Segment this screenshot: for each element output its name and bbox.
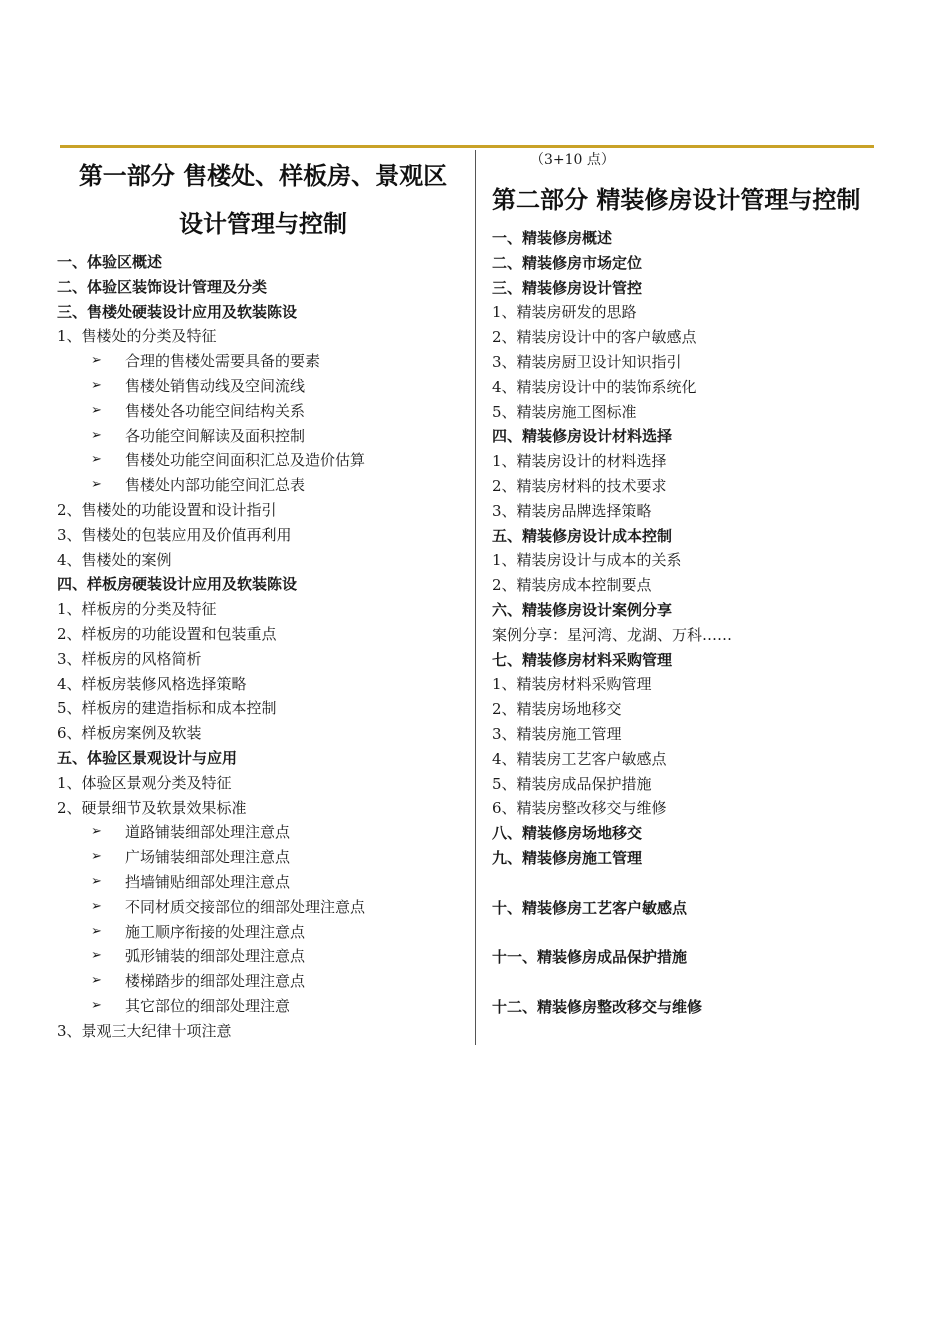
sub-item: 2、精装房成本控制要点 bbox=[492, 576, 652, 595]
sub-item: 3、景观三大纪律十项注意 bbox=[57, 1021, 232, 1040]
sub-item: 1、体验区景观分类及特征 bbox=[57, 773, 232, 792]
sub-item: 3、精装房厨卫设计知识指引 bbox=[492, 352, 682, 371]
section-heading: 十、精装修房工艺客户敏感点 bbox=[492, 898, 688, 917]
section-heading: 二、精装修房市场定位 bbox=[492, 253, 643, 272]
section-heading: 十一、精装修房成品保护措施 bbox=[492, 948, 688, 967]
sub-item: 2、精装房材料的技术要求 bbox=[492, 476, 667, 495]
part-two-title: 第二部分 精装修房设计管理与控制 bbox=[492, 186, 861, 214]
part-one-title-line2: 设计管理与控制 bbox=[179, 210, 347, 238]
arrow-bullet-icon: ➢ bbox=[91, 873, 102, 889]
section-heading: 五、体验区景观设计与应用 bbox=[57, 748, 238, 767]
bullet-item-text: 弧形铺装的细部处理注意点 bbox=[125, 947, 306, 966]
sub-item: 3、样板房的风格简析 bbox=[57, 649, 202, 668]
sub-item: 5、精装房施工图标准 bbox=[492, 402, 637, 421]
arrow-bullet-icon: ➢ bbox=[91, 997, 102, 1013]
section-heading: 七、精装修房材料采购管理 bbox=[492, 650, 673, 669]
bullet-item-text: 售楼处内部功能空间汇总表 bbox=[125, 476, 306, 495]
left-column bbox=[57, 150, 469, 1044]
sub-item: 4、精装房设计中的装饰系统化 bbox=[492, 377, 697, 396]
section-heading: 八、精装修房场地移交 bbox=[492, 824, 643, 843]
bullet-item-text: 广场铺装细部处理注意点 bbox=[125, 848, 291, 867]
arrow-bullet-icon: ➢ bbox=[91, 849, 102, 865]
bullet-item bbox=[57, 845, 469, 870]
section-heading: 一、精装修房概述 bbox=[492, 229, 613, 247]
arrow-bullet-icon: ➢ bbox=[91, 477, 102, 493]
section-heading: 四、样板房硬装设计应用及软装陈设 bbox=[57, 575, 298, 594]
sub-item: 1、精装房设计与成本的关系 bbox=[492, 551, 682, 570]
arrow-bullet-icon: ➢ bbox=[91, 824, 102, 840]
section-heading: 三、精装修房设计管控 bbox=[492, 278, 643, 297]
column-divider bbox=[475, 150, 476, 1045]
sub-item: 3、售楼处的包装应用及价值再利用 bbox=[57, 525, 292, 544]
sub-item: 4、样板房装修风格选择策略 bbox=[57, 674, 247, 693]
sub-item: 2、精装房场地移交 bbox=[492, 700, 622, 719]
section-heading: 三、售楼处硬装设计应用及软装陈设 bbox=[57, 302, 298, 321]
arrow-bullet-icon: ➢ bbox=[91, 923, 102, 939]
sub-item: 3、精装房施工管理 bbox=[492, 724, 622, 743]
bullet-item-text: 楼梯踏步的细部处理注意点 bbox=[125, 972, 306, 991]
bullet-item-text: 道路铺装细部处理注意点 bbox=[125, 823, 291, 842]
bullet-item bbox=[57, 374, 469, 399]
sub-item: 1、精装房材料采购管理 bbox=[492, 675, 652, 694]
spacer bbox=[492, 920, 942, 945]
bullet-item bbox=[57, 870, 469, 895]
sub-item: 3、精装房品牌选择策略 bbox=[492, 501, 652, 520]
right-column bbox=[492, 150, 942, 1020]
arrow-bullet-icon: ➢ bbox=[91, 973, 102, 989]
bullet-item-text: 挡墙铺贴细部处理注意点 bbox=[125, 872, 291, 891]
bullet-item-text: 施工顺序衔接的处理注意点 bbox=[125, 922, 306, 941]
bullet-item bbox=[57, 920, 469, 945]
arrow-bullet-icon: ➢ bbox=[91, 452, 102, 468]
spacer bbox=[492, 871, 942, 896]
spacer bbox=[492, 970, 942, 995]
bullet-item bbox=[57, 820, 469, 845]
sub-item: 1、精装房设计的材料选择 bbox=[492, 452, 667, 471]
sub-item: 2、样板房的功能设置和包装重点 bbox=[57, 624, 277, 643]
arrow-bullet-icon: ➢ bbox=[91, 402, 102, 418]
bullet-item bbox=[57, 994, 469, 1019]
bullet-item bbox=[57, 448, 469, 473]
bullet-item bbox=[57, 424, 469, 449]
section-heading: 四、精装修房设计材料选择 bbox=[492, 427, 673, 446]
bullet-item bbox=[57, 349, 469, 374]
bullet-item bbox=[57, 944, 469, 969]
section-heading: 一、体验区概述 bbox=[57, 253, 163, 271]
section-heading: 五、精装修房设计成本控制 bbox=[492, 526, 673, 545]
sub-item: 案例分享：星河湾、龙湖、万科…… bbox=[492, 625, 733, 644]
sub-item: 4、精装房工艺客户敏感点 bbox=[492, 749, 667, 768]
bullet-item-text: 不同材质交接部位的细部处理注意点 bbox=[125, 897, 366, 916]
bullet-item-text: 合理的售楼处需要具备的要素 bbox=[125, 352, 321, 371]
sub-item: 2、售楼处的功能设置和设计指引 bbox=[57, 500, 277, 519]
arrow-bullet-icon: ➢ bbox=[91, 948, 102, 964]
bullet-item bbox=[57, 895, 469, 920]
arrow-bullet-icon: ➢ bbox=[91, 427, 102, 443]
section-heading: 二、体验区装饰设计管理及分类 bbox=[57, 277, 268, 296]
bullet-item-text: 其它部位的细部处理注意 bbox=[125, 996, 291, 1015]
sub-item: 1、样板房的分类及特征 bbox=[57, 600, 217, 619]
sub-item: 2、精装房设计中的客户敏感点 bbox=[492, 328, 697, 347]
sub-item: 4、售楼处的案例 bbox=[57, 550, 172, 569]
bullet-item bbox=[57, 969, 469, 994]
part-one-outline bbox=[57, 250, 469, 1044]
points-note: （3+10 点） bbox=[530, 152, 615, 168]
section-heading: 九、精装修房施工管理 bbox=[492, 848, 643, 867]
bullet-item-text: 各功能空间解读及面积控制 bbox=[125, 426, 306, 445]
sub-item: 1、售楼处的分类及特征 bbox=[57, 327, 217, 346]
bullet-item bbox=[57, 473, 469, 498]
bullet-item-text: 售楼处各功能空间结构关系 bbox=[125, 401, 306, 420]
sub-item: 6、样板房案例及软装 bbox=[57, 724, 202, 743]
arrow-bullet-icon: ➢ bbox=[91, 353, 102, 369]
bullet-item-text: 售楼处销售动线及空间流线 bbox=[125, 376, 306, 395]
sub-item: 2、硬景细节及软景效果标准 bbox=[57, 798, 247, 817]
sub-item: 5、样板房的建造指标和成本控制 bbox=[57, 699, 277, 718]
sub-item: 5、精装房成品保护措施 bbox=[492, 774, 652, 793]
sub-item: 1、精装房研发的思路 bbox=[492, 303, 637, 322]
arrow-bullet-icon: ➢ bbox=[91, 377, 102, 393]
sub-item: 6、精装房整改移交与维修 bbox=[492, 799, 667, 818]
gold-header-rule bbox=[60, 145, 874, 148]
arrow-bullet-icon: ➢ bbox=[91, 898, 102, 914]
part-two-outline bbox=[492, 226, 942, 1020]
bullet-item-text: 售楼处功能空间面积汇总及造价估算 bbox=[125, 451, 366, 470]
section-heading: 六、精装修房设计案例分享 bbox=[492, 600, 673, 619]
section-heading: 十二、精装修房整改移交与维修 bbox=[492, 997, 703, 1016]
part-one-title-line1: 第一部分 售楼处、样板房、景观区 bbox=[78, 162, 448, 190]
bullet-item bbox=[57, 399, 469, 424]
